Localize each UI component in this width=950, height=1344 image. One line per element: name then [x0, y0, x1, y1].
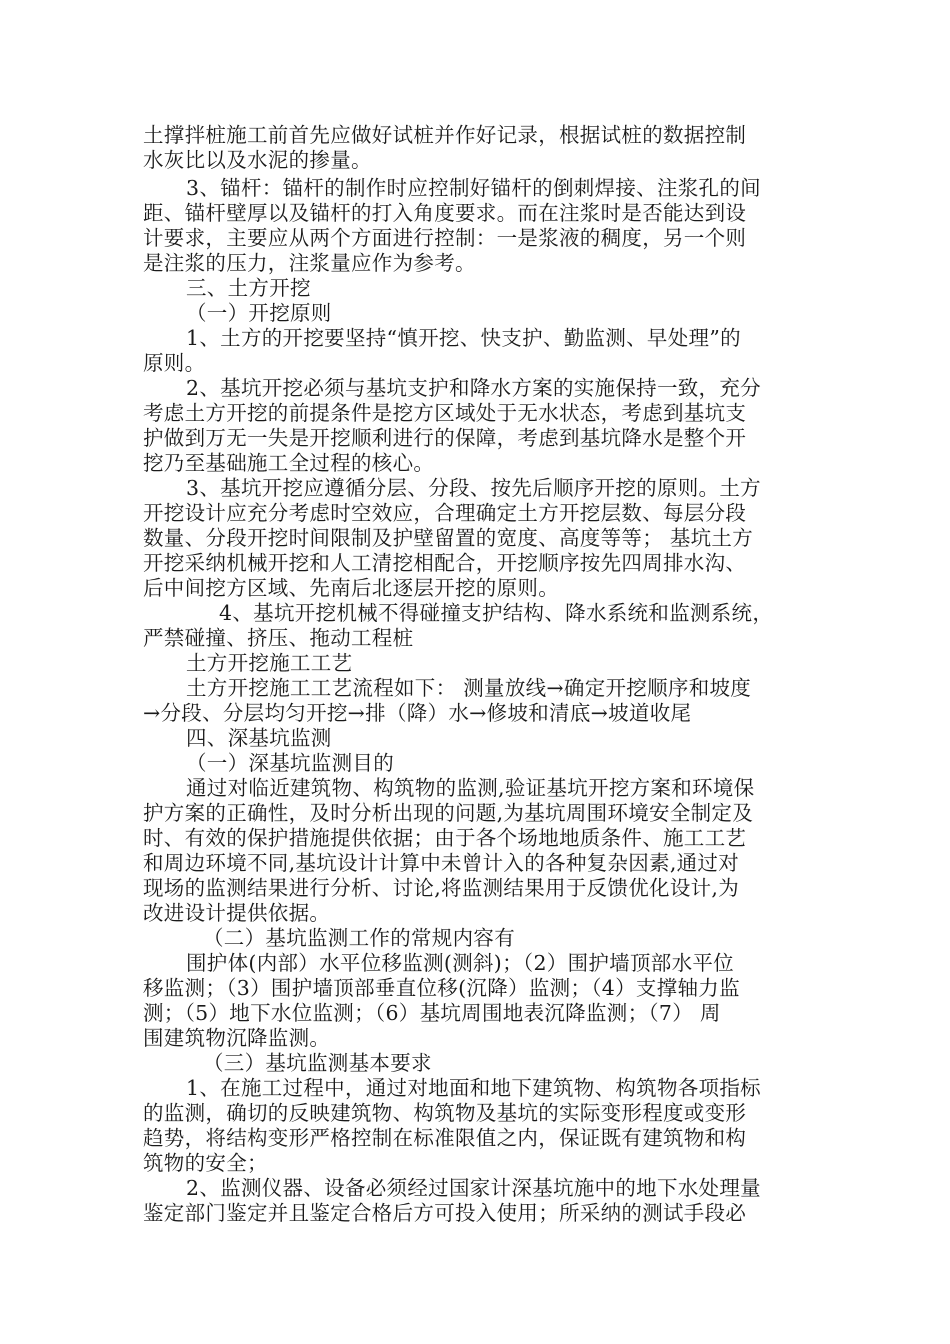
subsection-heading: （二）基坑监测工作的常规内容有: [203, 926, 515, 950]
text-line: 围护体(内部）水平位移监测(测斜)；（2）围护墙顶部水平位: [186, 951, 734, 975]
text-line: 围建筑物沉降监测。: [143, 1026, 331, 1050]
subsection-heading: （三）基坑监测基本要求: [203, 1051, 432, 1075]
text-line: 土方开挖施工工艺流程如下： 测量放线→确定开挖顺序和坡度: [186, 676, 752, 700]
text-line: 开挖采纳机械开挖和人工清挖相配合，开挖顺序按先四周排水沟、: [143, 551, 747, 575]
text-line: 1、在施工过程中，通过对地面和地下建筑物、构筑物各项指标: [186, 1076, 761, 1100]
text-line: 原则。: [143, 351, 206, 375]
text-line: 筑物的安全；: [143, 1151, 268, 1175]
subsection-heading: （一）深基坑监测目的: [186, 751, 394, 775]
text-line: 后中间挖方区域、先南后北逐层开挖的原则。: [143, 576, 559, 600]
text-line: 现场的监测结果进行分析、讨论,将监测结果用于反馈优化设计,为: [143, 876, 740, 900]
text-line: 土撑拌桩施工前首先应做好试桩并作好记录，根据试桩的数据控制: [143, 123, 747, 147]
text-line: 测；（5）地下水位监测；（6）基坑周围地表沉降监测；（7） 周: [143, 1001, 721, 1025]
text-line: 护方案的正确性，及时分析出现的问题,为基坑周围环境安全制定及: [143, 801, 754, 825]
text-line: 开挖设计应充分考虑时空效应，合理确定土方开挖层数、每层分段: [143, 501, 747, 525]
text-line: 考虑土方开挖的前提条件是挖方区域处于无水状态，考虑到基坑支: [143, 401, 747, 425]
text-line: 数量、分段开挖时间限制及护壁留置的宽度、高度等等； 基坑土方: [143, 526, 754, 550]
text-line: 改进设计提供依据。: [143, 901, 331, 925]
subsection-heading: （一）开挖原则: [186, 301, 332, 325]
subsection-heading: 土方开挖施工工艺: [186, 651, 353, 675]
text-line: 水灰比以及水泥的掺量。: [143, 148, 372, 172]
text-line: 3、锚杆：锚杆的制作时应控制好锚杆的倒刺焊接、注浆孔的间: [186, 176, 761, 200]
text-line: →分段、分层均匀开挖→排（降）水→修坡和清底→坡道收尾: [143, 701, 692, 725]
section-heading: 三、土方开挖: [186, 276, 311, 300]
text-line: 的监测，确切的反映建筑物、构筑物及基坑的实际变形程度或变形: [143, 1101, 747, 1125]
text-line: 护做到万无一失是开挖顺利进行的保障，考虑到基坑降水是整个开: [143, 426, 747, 450]
text-line: 距、锚杆壁厚以及锚杆的打入角度要求。而在注浆时是否能达到设: [143, 201, 747, 225]
text-line: 移监测；（3）围护墙顶部垂直位移(沉降）监测；（4）支撑轴力监: [143, 976, 740, 1000]
text-line: 计要求，主要应从两个方面进行控制：一是浆液的稠度，另一个则: [143, 226, 747, 250]
text-line: 4、基坑开挖机械不得碰撞支护结构、降水系统和监测系统，: [219, 601, 774, 625]
text-line: 趋势，将结构变形严格控制在标准限值之内，保证既有建筑物和构: [143, 1126, 747, 1150]
text-line: 2、基坑开挖必须与基坑支护和降水方案的实施保持一致，充分: [186, 376, 761, 400]
text-line: 是注浆的压力，注浆量应作为参考。: [143, 251, 476, 275]
text-line: 时、有效的保护措施提供依据；由于各个场地地质条件、施工工艺: [143, 826, 747, 850]
text-line: 挖乃至基础施工全过程的核心。: [143, 451, 435, 475]
text-line: 2、监测仪器、设备必须经过国家计深基坑施中的地下水处理量: [186, 1176, 761, 1200]
text-line: 严禁碰撞、挤压、拖动工程桩: [143, 626, 414, 650]
text-line: 3、基坑开挖应遵循分层、分段、按先后顺序开挖的原则。土方: [186, 476, 761, 500]
text-line: 1、土方的开挖要坚持“慎开挖、快支护、勤监测、早处理”的: [186, 326, 741, 350]
text-line: 和周边环境不同,基坑设计计算中未曾计入的各种复杂因素,通过对: [143, 851, 740, 875]
text-line: 通过对临近建筑物、构筑物的监测,验证基坑开挖方案和环境保: [186, 776, 755, 800]
text-line: 鉴定部门鉴定并且鉴定合格后方可投入使用；所采纳的测试手段必: [143, 1201, 747, 1225]
section-heading: 四、深基坑监测: [186, 726, 332, 750]
